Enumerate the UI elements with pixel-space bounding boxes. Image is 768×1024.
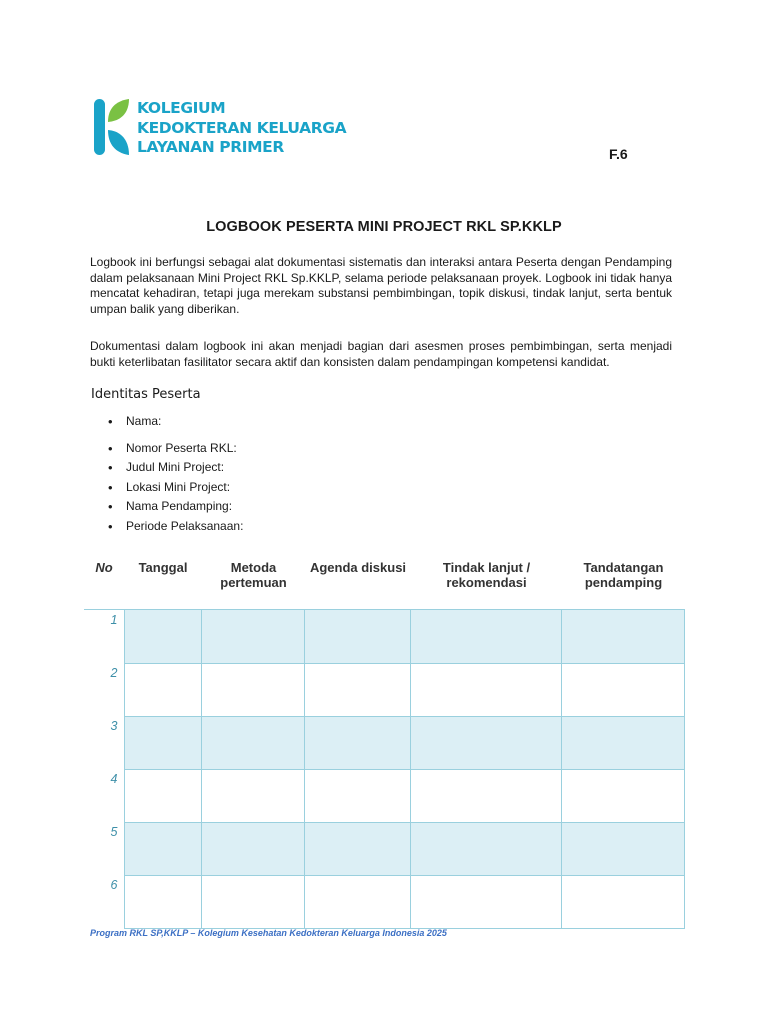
cell-agenda[interactable]	[304, 822, 410, 875]
assessment-paragraph: Dokumentasi dalam logbook ini akan menjadi bagian dari asesmen proses pembimbingan, serta menjadi bukti keterlibatan fasilitator secara aktif dan konsisten dalam pendampingan kompetensi kandidat.	[90, 339, 672, 369]
header-agenda: Agenda diskusi	[309, 560, 407, 575]
logo-line-2: KEDOKTERAN KELUARGA	[137, 118, 347, 137]
header-metoda-line-1: Metoda	[230, 560, 277, 575]
identity-heading: Identitas Peserta	[91, 387, 201, 402]
form-code: F.6	[609, 146, 628, 162]
table-row	[84, 663, 684, 716]
identity-item-lokasi: • Lokasi Mini Project:	[108, 478, 243, 498]
cell-agenda[interactable]	[304, 875, 410, 928]
cell-tandatangan[interactable]	[561, 610, 684, 664]
header-ttd-line-1: Tandatangan	[583, 560, 664, 575]
header-tindak-line-2: rekomendasi	[446, 575, 527, 590]
cell-tindak-lanjut[interactable]	[410, 875, 561, 928]
logo-line-1: KOLEGIUM	[137, 99, 226, 117]
header-tindak-lanjut	[411, 560, 562, 590]
cell-tandatangan[interactable]	[561, 822, 684, 875]
cell-tindak-lanjut[interactable]	[410, 716, 561, 769]
cell-tandatangan[interactable]	[561, 663, 684, 716]
cell-tanggal[interactable]	[124, 610, 201, 664]
cell-tanggal[interactable]	[124, 769, 201, 822]
row-number: 5	[84, 822, 124, 875]
page-footer: Program RKL SP,KKLP – Kolegium Kesehatan Kedokteran Keluarga Indonesia 2025	[90, 928, 447, 938]
identity-item-periode: • Periode Pelaksanaan:	[108, 517, 243, 537]
cell-agenda[interactable]	[304, 716, 410, 769]
cell-tindak-lanjut[interactable]	[410, 822, 561, 875]
cell-tandatangan[interactable]	[561, 716, 684, 769]
cell-tanggal[interactable]	[124, 875, 201, 928]
table-row	[84, 875, 684, 928]
intro-paragraph: Logbook ini berfungsi sebagai alat dokumentasi sistematis dan interaksi antara Peserta dengan Pendamping dalam pelaksanaan Mini Project RKL Sp.KKLP, selama periode pelaksanaan proyek. Logbook ini tidak hanya mencatat kehadiran, tetapi juga merekam substansi pembimbingan, topik diskusi, tindak lanjut, serta bentuk umpan balik yang diberikan.	[90, 255, 672, 316]
cell-tindak-lanjut[interactable]	[410, 663, 561, 716]
table-row	[84, 716, 684, 769]
row-number: 3	[84, 716, 124, 769]
cell-tandatangan[interactable]	[561, 875, 684, 928]
identity-item-judul: • Judul Mini Project:	[108, 458, 243, 478]
identity-item-nama: • Nama:	[108, 412, 243, 432]
header-tindak-line-1: Tindak lanjut /	[442, 560, 531, 575]
row-number: 2	[84, 663, 124, 716]
header-no: No	[95, 560, 113, 575]
cell-metoda[interactable]	[201, 875, 304, 928]
header-metoda-line-2: pertemuan	[220, 575, 287, 590]
cell-metoda[interactable]	[201, 822, 304, 875]
cell-tanggal[interactable]	[124, 822, 201, 875]
logbook-table	[84, 609, 685, 929]
cell-metoda[interactable]	[201, 716, 304, 769]
header-metoda	[202, 560, 305, 590]
row-number: 1	[84, 610, 124, 664]
row-number: 4	[84, 769, 124, 822]
cell-agenda[interactable]	[304, 769, 410, 822]
kolegium-logo-icon	[94, 99, 130, 155]
cell-tandatangan[interactable]	[561, 769, 684, 822]
document-title: LOGBOOK PESERTA MINI PROJECT RKL SP.KKLP	[206, 219, 562, 235]
table-row	[84, 610, 684, 664]
cell-tanggal[interactable]	[124, 716, 201, 769]
header-tandatangan	[562, 560, 685, 590]
logo-text	[137, 99, 346, 158]
identity-item-pendamping: • Nama Pendamping:	[108, 497, 243, 517]
cell-tindak-lanjut[interactable]	[410, 610, 561, 664]
identity-list	[108, 412, 243, 537]
cell-metoda[interactable]	[201, 663, 304, 716]
table-row	[84, 769, 684, 822]
cell-tanggal[interactable]	[124, 663, 201, 716]
logo-line-3: LAYANAN PRIMER	[137, 138, 284, 156]
logbook-table-header	[0, 560, 768, 600]
cell-metoda[interactable]	[201, 610, 304, 664]
header-tanggal: Tanggal	[138, 560, 188, 575]
cell-agenda[interactable]	[304, 663, 410, 716]
cell-agenda[interactable]	[304, 610, 410, 664]
cell-metoda[interactable]	[201, 769, 304, 822]
kolegium-logo	[94, 99, 346, 158]
row-number: 6	[84, 875, 124, 928]
cell-tindak-lanjut[interactable]	[410, 769, 561, 822]
header-ttd-line-2: pendamping	[584, 575, 663, 590]
identity-item-nomor-peserta: • Nomor Peserta RKL:	[108, 439, 243, 459]
table-row	[84, 822, 684, 875]
